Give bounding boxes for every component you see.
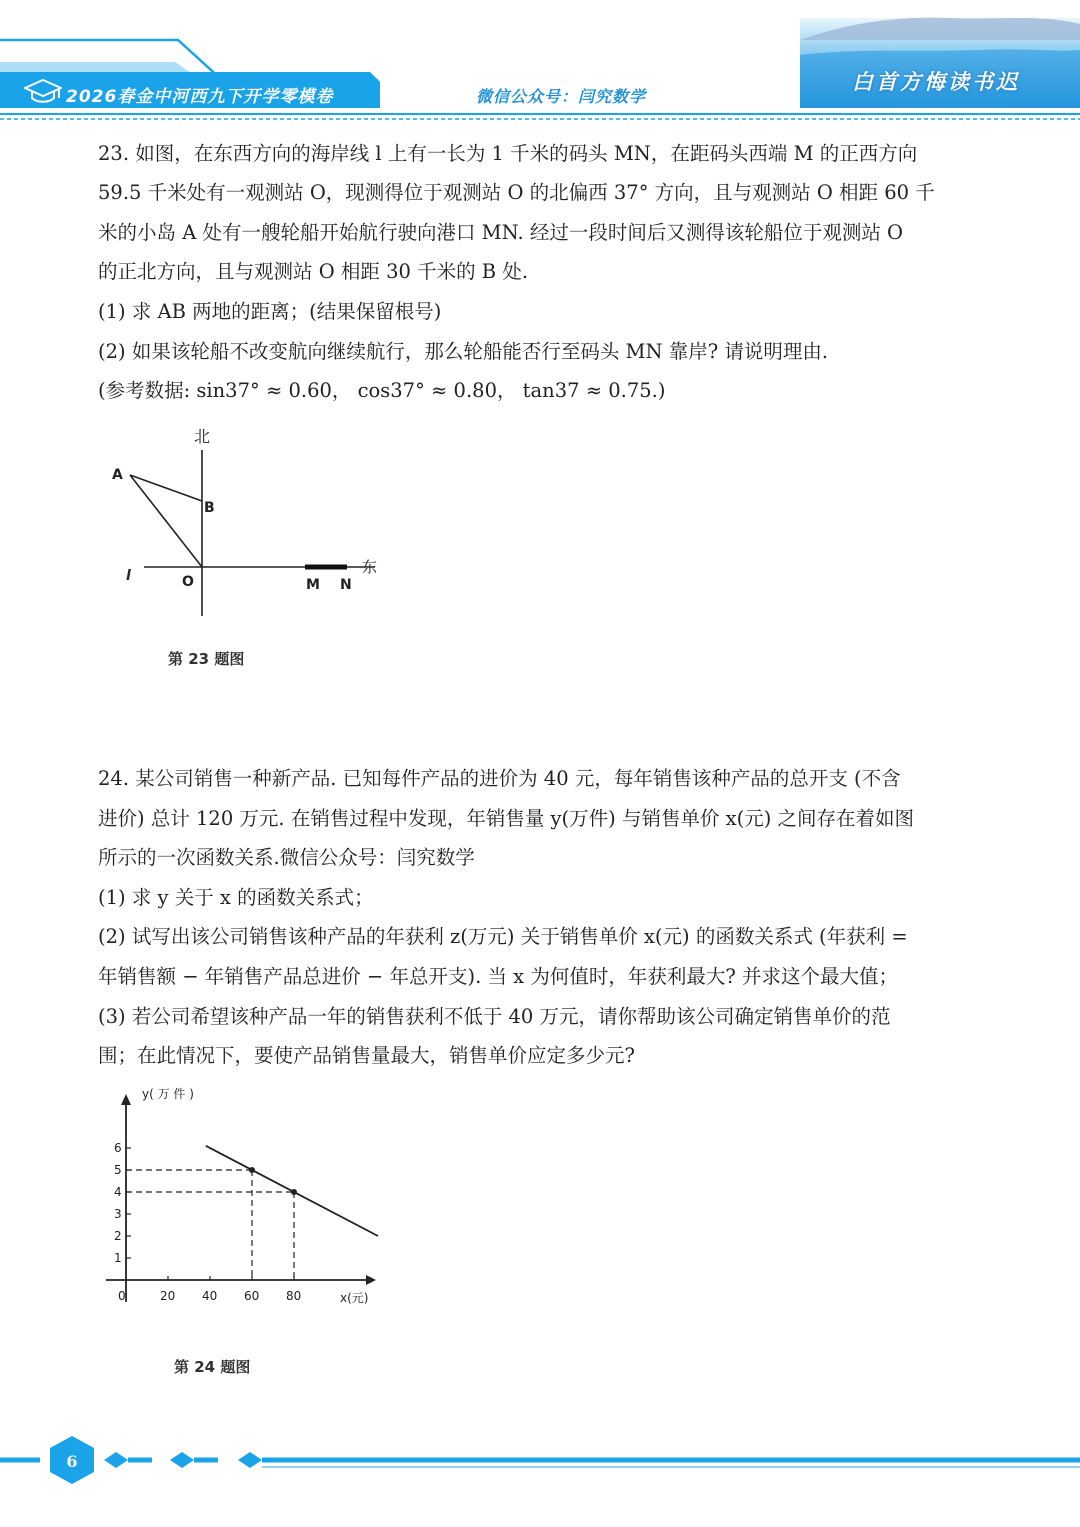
y-tick-label: 6	[114, 1141, 122, 1155]
q23-line: 59.5 千米处有一观测站 O，现测得位于观测站 O 的北偏西 37° 方向，且与观测站 O 相距 60 千	[98, 181, 935, 204]
q23-line: 的正北方向，且与观测站 O 相距 30 千米的 B 处.	[98, 260, 529, 283]
east-label: 东	[362, 558, 378, 576]
figure-24-caption: 第 24 题图	[174, 1358, 251, 1376]
y-tick-label: 4	[114, 1185, 122, 1199]
q24-line: 24. 某公司销售一种新产品. 已知每件产品的进价为 40 元，每年销售该种产品的总开支 (不含	[98, 767, 901, 790]
q24-part-1: (1) 求 y 关于 x 的函数关系式；	[98, 886, 374, 909]
y-axis-label: y( 万 件 )	[142, 1087, 194, 1101]
q24-part-3: (3) 若公司希望该种产品一年的销售获利不低于 40 万元，请你帮助该公司确定销售单价的范	[98, 1005, 891, 1028]
north-label: 北	[194, 427, 211, 446]
motto: 白首方悔读书迟	[852, 70, 1020, 94]
q23-reference-data: (参考数据: sin37° ≈ 0.60， cos37° ≈ 0.80， tan37 ≈ 0.75.)	[98, 379, 666, 402]
q24-line: 进价) 总计 120 万元. 在销售过程中发现，年销售量 y(万件) 与销售单价 x(元) 之间存在着如图	[98, 807, 915, 830]
y-tick-label: 1	[114, 1251, 122, 1265]
point-b-label: B	[204, 500, 215, 516]
footer-decoration	[0, 1430, 1080, 1490]
q24-line: 围；在此情况下，要使产品销售量最大，销售单价应定多少元?	[98, 1044, 635, 1067]
x-tick-label: 40	[202, 1289, 218, 1303]
figure-23-caption: 第 23 题图	[168, 650, 245, 668]
line-l-label: l	[126, 568, 131, 584]
x-tick-label: 0	[118, 1289, 126, 1303]
q23-part-1: (1) 求 AB 两地的距离；(结果保留根号)	[98, 300, 442, 323]
q23-line: 23. 如图，在东西方向的海岸线 l 上有一长为 1 千米的码头 MN，在距码头西端 M 的正西方向	[98, 142, 918, 165]
q23-line: 米的小岛 A 处有一艘轮船开始航行驶向港口 MN. 经过一段时间后又测得该轮船位于观测站 O	[98, 221, 904, 244]
data-point	[249, 1167, 255, 1173]
figure-23-diagram	[100, 420, 400, 630]
q24-part-2: (2) 试写出该公司销售该种产品的年获利 z(万元) 关于销售单价 x(元) 的函数关系式 (年获利 =	[98, 925, 908, 948]
graduation-cap-icon	[24, 78, 62, 104]
x-tick-label: 80	[286, 1289, 302, 1303]
point-m-label: M	[306, 577, 320, 593]
y-tick-label: 5	[114, 1163, 122, 1177]
figure-24-chart	[96, 1080, 396, 1330]
point-n-label: N	[340, 577, 352, 593]
exam-title: 2026春金中河西九下开学零模卷	[66, 87, 334, 107]
x-axis-arrow	[366, 1275, 376, 1285]
data-point	[291, 1189, 297, 1195]
page-number: 6	[66, 1452, 78, 1471]
y-axis-arrow	[121, 1094, 131, 1105]
x-tick-label: 20	[160, 1289, 176, 1303]
point-o-label: O	[182, 574, 194, 590]
point-a-label: A	[112, 467, 123, 483]
q23-part-2: (2) 如果该轮船不改变航向继续航行，那么轮船能否行至码头 MN 靠岸? 请说明理由.	[98, 340, 829, 363]
x-axis-label: x(元)	[340, 1291, 369, 1305]
y-tick-label: 2	[114, 1229, 122, 1243]
q24-line: 年销售额 − 年销售产品总进价 − 年总开支). 当 x 为何值时，年获利最大? 并求这个最大值；	[98, 965, 899, 988]
q24-line: 所示的一次函数关系.微信公众号：闫究数学	[98, 846, 475, 869]
wechat-account: 微信公众号：闫究数学	[476, 87, 647, 106]
y-tick-label: 3	[114, 1207, 122, 1221]
x-tick-label: 60	[244, 1289, 260, 1303]
